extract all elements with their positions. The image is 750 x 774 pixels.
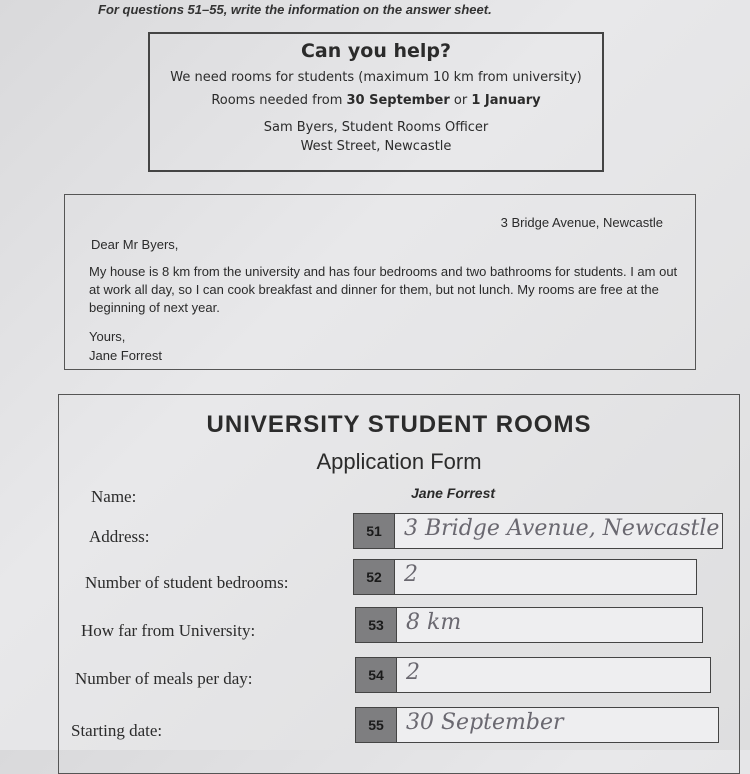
field-label-start-date: Starting date: bbox=[71, 721, 163, 740]
notice-box bbox=[148, 32, 604, 172]
question-number: 53 bbox=[356, 608, 397, 642]
letter-box bbox=[64, 194, 696, 370]
field-label-bedrooms: Number of student bedrooms: bbox=[85, 573, 289, 592]
question-number: 52 bbox=[354, 560, 395, 594]
answer-field-55[interactable] bbox=[355, 707, 719, 743]
notice-line-2-prefix: Rooms needed from bbox=[211, 93, 347, 108]
handwritten-answer: 8 km bbox=[406, 610, 462, 635]
letter-signature: Jane Forrest bbox=[89, 348, 162, 363]
answer-field-51[interactable] bbox=[353, 513, 723, 549]
notice-officer: Sam Byers, Student Rooms Officer bbox=[263, 120, 489, 135]
instructions: For questions 51–55, write the information on the answer sheet. bbox=[98, 2, 492, 17]
answer-field-53[interactable] bbox=[355, 607, 703, 643]
notice-date-2: 1 January bbox=[471, 93, 541, 108]
question-number: 51 bbox=[354, 514, 395, 548]
name-value: Jane Forrest bbox=[411, 485, 496, 501]
field-label-distance: How far from University: bbox=[81, 621, 256, 640]
letter-salutation: Dear Mr Byers, bbox=[91, 237, 179, 252]
letter-from-address: 3 Bridge Avenue, Newcastle bbox=[500, 215, 663, 230]
notice-line-2-or: or bbox=[449, 93, 472, 108]
name-label: Name: bbox=[91, 487, 137, 506]
letter-closing: Yours, bbox=[89, 329, 126, 344]
notice-line-1: We need rooms for students (maximum 10 km from university) bbox=[170, 70, 582, 85]
handwritten-answer: 2 bbox=[404, 562, 418, 587]
letter-body: My house is 8 km from the university and has four bedrooms and two bathrooms for students. I am out at work all day, so I can cook breakfast and dinner for them, but not lunch. My rooms are free at the beginning of next year. bbox=[89, 264, 678, 315]
form-subtitle: Application Form bbox=[316, 449, 482, 474]
notice-date-1: 30 September bbox=[346, 93, 450, 108]
handwritten-answer: 30 September bbox=[406, 710, 564, 735]
application-form bbox=[58, 394, 740, 774]
field-label-meals: Number of meals per day: bbox=[75, 669, 253, 688]
notice-address: West Street, Newcastle bbox=[300, 139, 452, 154]
handwritten-answer: 3 Bridge Avenue, Newcastle bbox=[404, 516, 720, 541]
notice-title: Can you help? bbox=[300, 40, 452, 62]
letter-closing-block bbox=[89, 327, 162, 365]
notice-line-2 bbox=[150, 93, 602, 108]
question-number: 54 bbox=[356, 658, 397, 692]
handwritten-answer: 2 bbox=[406, 660, 420, 685]
answer-field-54[interactable] bbox=[355, 657, 711, 693]
field-label-address: Address: bbox=[89, 527, 150, 546]
form-title: UNIVERSITY STUDENT ROOMS bbox=[206, 411, 592, 438]
question-number: 55 bbox=[356, 708, 397, 742]
answer-field-52[interactable] bbox=[353, 559, 697, 595]
notice-contact bbox=[150, 118, 602, 156]
